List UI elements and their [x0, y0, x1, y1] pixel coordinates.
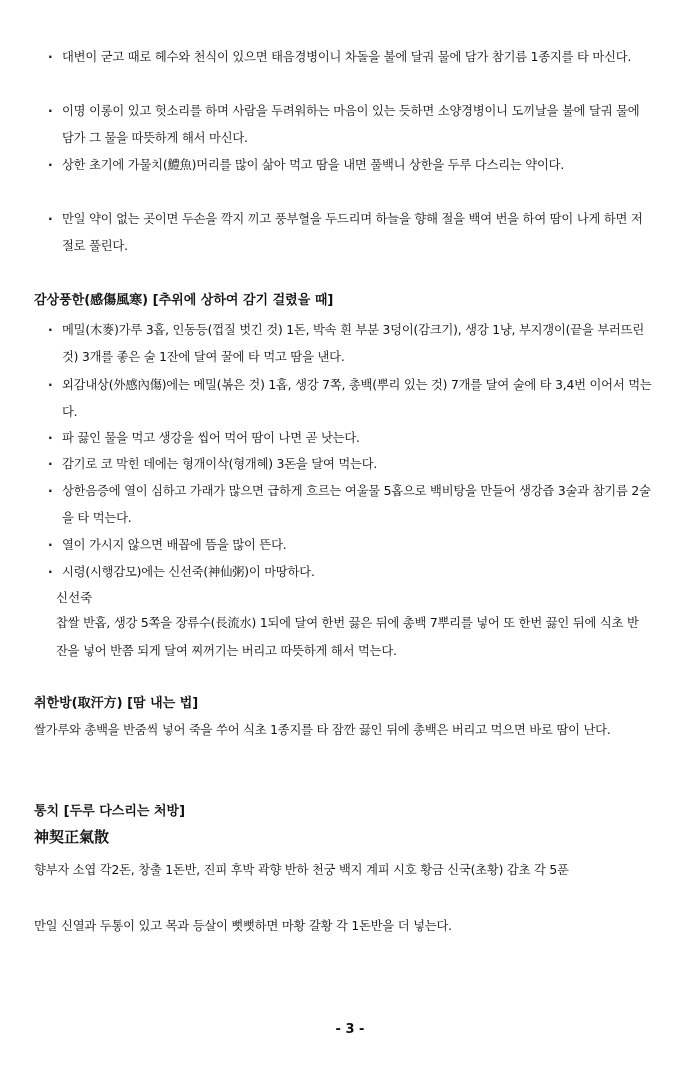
list-item: · 감기로 코 막힌 데에는 형개이삭(형개혜) 3돈을 달여 먹는다.: [52, 451, 652, 478]
bullet-text: 만일 약이 없는 곳이면 두손을 깍지 끼고 풍부혈을 두드리며 하늘을 향해 절을 백여 번을 하여 땀이 나게 하면 저절로 풀린다.: [62, 212, 643, 253]
bullet-text: 대변이 굳고 때로 헤수와 천식이 있으면 태음경병이니 차돌을 불에 달궈 물에 담가 참기름 1종지를 타 마신다.: [62, 50, 632, 64]
note-text: 만일 신열과 두통이 있고 목과 등살이 뻣뻣하면 마황 갈황 각 1돈반을 더 넣는다.: [34, 919, 452, 933]
formula-title: 神契正氣散: [34, 828, 110, 846]
list-item: · 외감내상(外感內傷)에는 메밀(볶은 것) 1홉, 생강 7쪽, 총백(뿌리 있는 것) 7개를 달여 술에 타 3,4번 이어서 먹는다.: [52, 372, 652, 426]
bullet-text: 상한음증에 열이 심하고 가래가 많으면 급하게 흐르는 여울물 5홉으로 백비탕을 만들어 생강즙 3술과 참기름 2술을 타 먹는다.: [62, 484, 651, 525]
bullet-text: 열이 가시지 않으면 배꼽에 뜸을 많이 뜬다.: [62, 538, 287, 552]
list-item: · 상한 초기에 가물치(鱧魚)머리를 많이 삶아 먹고 땀을 내면 풀백니 상한을 두루 다스리는 약이다.: [52, 152, 652, 179]
bullet-text: 상한 초기에 가물치(鱧魚)머리를 많이 삶아 먹고 땀을 내면 풀백니 상한을 두루 다스리는 약이다.: [62, 158, 565, 172]
bullet-text: 이명 이롱이 있고 헛소리를 하며 사람을 두려워하는 마음이 있는 듯하면 소양경병이니 도끼날을 불에 달궈 물에 담가 그 물을 따뜻하게 해서 마신다.: [62, 104, 640, 145]
bullet-text: 파 끓인 물을 먹고 생강을 씹어 먹어 땀이 나면 곧 낫는다.: [62, 431, 360, 445]
section-heading: 통치 [두루 다스리는 처방]: [34, 804, 186, 819]
section-heading: 감상풍한(感傷風寒) [추위에 상하여 감기 걸렸을 때]: [34, 293, 334, 308]
sub-text: 찹쌀 반홉, 생강 5쪽을 장류수(長流水) 1되에 달여 한번 끓은 뒤에 총백 7뿌리를 넣어 또 한번 끓인 뒤에 식초 반잔을 넣어 반쯤 되게 달여 찌꺼기는 버리고 따뜻하게 해서 먹는다.: [56, 616, 639, 658]
list-item: · 열이 가시지 않으면 배꼽에 뜸을 많이 뜬다.: [52, 532, 652, 559]
section-heading: 취한방(取汗方) [땀 내는 법]: [34, 696, 199, 711]
list-item: · 이명 이롱이 있고 헛소리를 하며 사람을 두려워하는 마음이 있는 듯하면 소양경병이니 도끼날을 불에 달궈 물에 담가 그 물을 따뜻하게 해서 마신다.: [52, 98, 652, 152]
page-number: - 3 -: [335, 1022, 365, 1037]
bullet-text: 시령(시행감모)에는 신선죽(神仙粥)이 마땅하다.: [62, 565, 315, 579]
list-item: · 상한음증에 열이 심하고 가래가 많으면 급하게 흐르는 여울물 5홉으로 백비탕을 만들어 생강즙 3술과 참기름 2술을 타 먹는다.: [52, 478, 652, 532]
ingredients-text: 향부자 소엽 각2돈, 창출 1돈반, 진피 후박 곽향 반하 천궁 백지 계피 시호 황금 신국(초황) 감초 각 5푼: [34, 863, 569, 877]
list-item: · 파 끓인 물을 먹고 생강을 씹어 먹어 땀이 나면 곧 낫는다.: [52, 425, 652, 452]
sub-title: 신선죽: [56, 590, 93, 605]
list-item: · 대변이 굳고 때로 헤수와 천식이 있으면 태음경병이니 차돌을 불에 달궈 물에 담가 참기름 1종지를 타 마신다.: [52, 44, 652, 71]
list-item: · 만일 약이 없는 곳이면 두손을 깍지 끼고 풍부혈을 두드리며 하늘을 향해 절을 백여 번을 하여 땀이 나게 하면 저절로 풀린다.: [52, 206, 652, 260]
list-item: · 시령(시행감모)에는 신선죽(神仙粥)이 마땅하다.: [52, 559, 652, 586]
bullet-text: 외감내상(外感內傷)에는 메밀(볶은 것) 1홉, 생강 7쪽, 총백(뿌리 있는 것) 7개를 달여 술에 타 3,4번 이어서 먹는다.: [62, 378, 652, 419]
list-item: · 메밀(木麥)가루 3홉, 인동등(껍질 벗긴 것) 1돈, 박속 흰 부분 3덩이(감크기), 생강 1냥, 부지갱이(끝을 부러뜨린 것) 3개를 좋은 술 1잔에 달여 꿀에 타 먹고 땀을 낸다.: [52, 317, 652, 371]
section-text: 쌀가루와 총백을 반줌씩 넣어 죽을 쑤어 식초 1종지를 타 잠깐 끓인 뒤에 총백은 버리고 먹으면 바로 땀이 난다.: [34, 723, 611, 737]
bullet-text: 메밀(木麥)가루 3홉, 인동등(껍질 벗긴 것) 1돈, 박속 흰 부분 3덩이(감크기), 생강 1냥, 부지갱이(끝을 부러뜨린 것) 3개를 좋은 술 1잔에 달여 꿀에 타 먹고 땀을 낸다.: [62, 323, 645, 364]
bullet-text: 감기로 코 막힌 데에는 형개이삭(형개혜) 3돈을 달여 먹는다.: [62, 457, 378, 471]
